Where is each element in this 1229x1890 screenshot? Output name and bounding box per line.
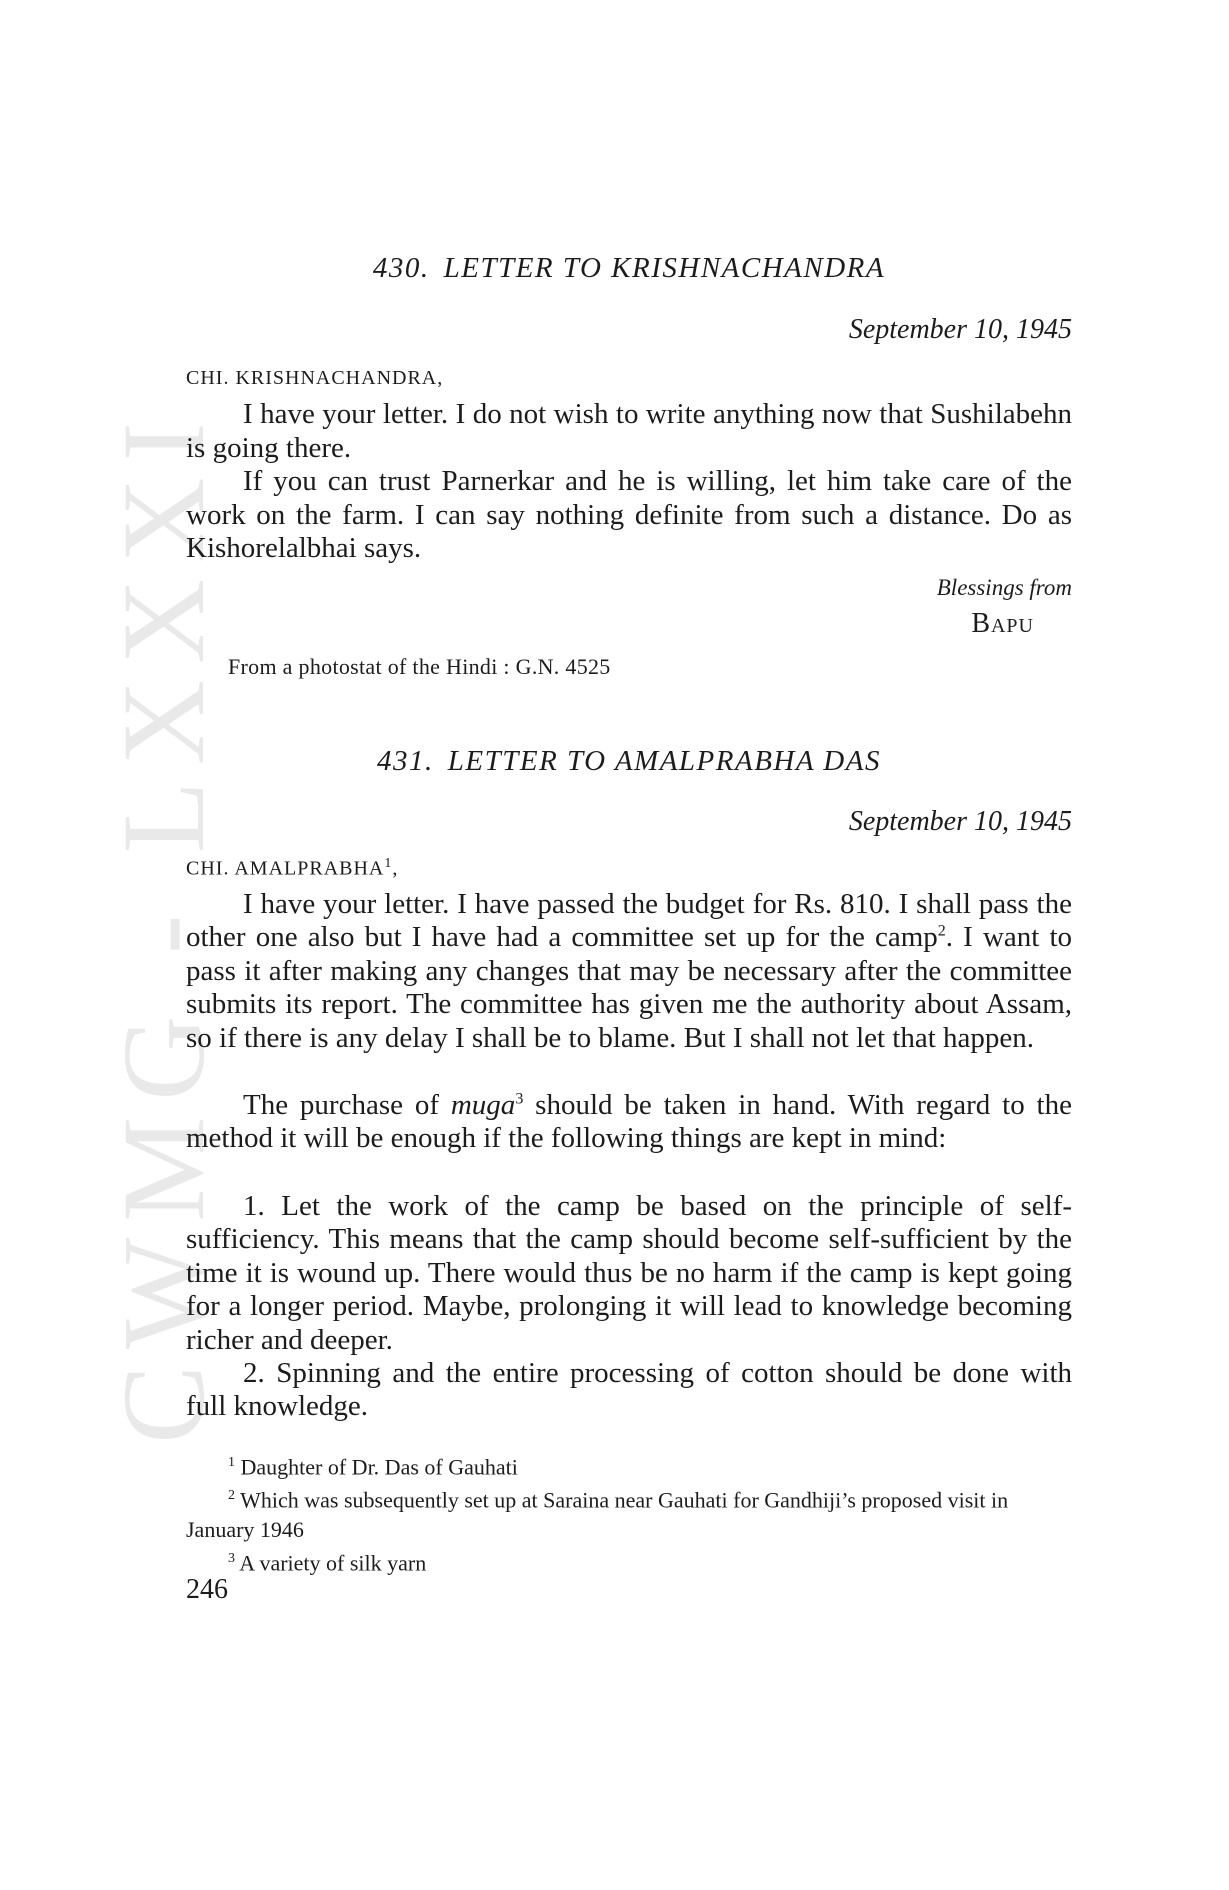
source-note: From a photostat of the Hindi : G.N. 4525: [228, 654, 611, 679]
italic-term: muga: [450, 1089, 516, 1121]
letter-430-title: [186, 252, 1072, 285]
paragraph: If you can trust Parnerkar and he is willing, let him take care of the work on the farm. I can say nothing definite from such a distance. Do as Kishorelalbhai says.: [186, 465, 1072, 564]
letter-431-title: [186, 745, 1072, 778]
letter-title-text: LETTER TO AMALPRABHA DAS: [447, 745, 881, 777]
paragraph: 2. Spinning and the entire processing of cotton should be done with full knowledge.: [186, 1357, 1072, 1423]
letter-430-salutation: CHI. KRISHNACHANDRA,: [186, 367, 444, 389]
page-number: 246: [186, 1574, 228, 1605]
paragraph: I have your letter. I have passed the budget for Rs. 810. I shall pass the other one also but I have had a committee set up for the camp$^2$. I want to pass it after making any changes that may be necessary after the committee submits its report. The committee has given me the authority about Assam, so if there is any delay I shall be to blame. But I shall not let that happen.: [186, 888, 1072, 1054]
footnote: $^2$ Which was subsequently set up at Saraina near Gauhati for Gandhiji’s proposed visit in January 1946: [186, 1487, 1009, 1542]
letter-431-salutation: CHI. AMALPRABHA$^1$,: [186, 856, 399, 880]
footnotes: [186, 1448, 1072, 1577]
letter-number: 430.: [372, 252, 430, 284]
paragraph: I have your letter. I do not wish to write anything now that Sushilabehn is going there.: [186, 398, 1072, 464]
paragraph: 1. Let the work of the camp be based on the principle of self-sufficiency. This means that the camp should become self-sufficient by the time it is wound up. There would thus be no harm if the camp is kept going for a longer period. Maybe, prolonging it will lead to knowledge becoming richer and deeper.: [186, 1190, 1072, 1356]
footnote-ref: 3: [515, 1090, 524, 1108]
letter-number: 431.: [377, 745, 434, 777]
signature: Bapu: [971, 608, 1034, 639]
footnote: $^3$ A variety of silk yarn: [228, 1549, 427, 1575]
paragraph: The purchase of muga$^3$ should be taken in hand. With regard to the method it will be enough if the following things are kept in mind:: [186, 1089, 1072, 1155]
footnote-ref: 2: [937, 922, 946, 940]
blessings-line: Blessings from: [936, 575, 1072, 600]
footnote: $^1$ Daughter of Dr. Das of Gauhati: [228, 1454, 518, 1480]
letter-title-text: LETTER TO KRISHNACHANDRA: [443, 252, 886, 284]
letter-431-date: September 10, 1945: [848, 806, 1072, 837]
letter-430-date: September 10, 1945: [848, 314, 1072, 345]
watermark: CWMG - LXXXI: [98, 406, 230, 1444]
footnote-ref: 1: [384, 856, 393, 871]
